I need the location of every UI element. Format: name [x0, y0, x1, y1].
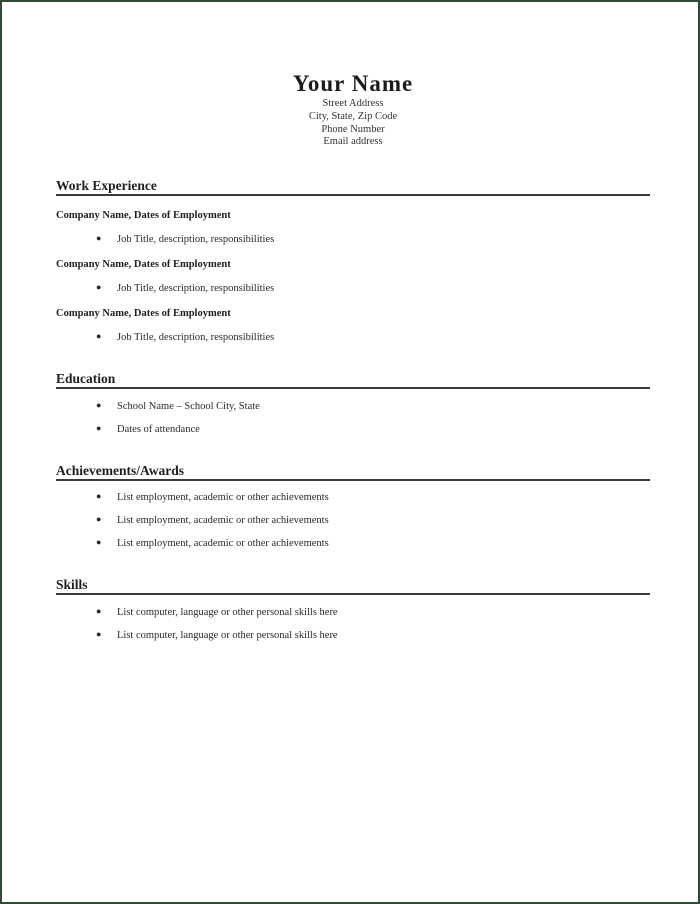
section-title-work-experience: Work Experience: [56, 178, 157, 193]
list-item: [96, 629, 338, 641]
company-heading: Company Name, Dates of Employment: [56, 308, 231, 319]
list-item-text: List employment, academic or other achievements: [117, 538, 329, 549]
list-item: [96, 537, 329, 549]
applicant-name: Your Name: [292, 71, 414, 96]
list-item-text: School Name – School City, State: [117, 401, 260, 412]
section-divider: [56, 194, 650, 196]
company-heading: Company Name, Dates of Employment: [56, 259, 231, 270]
company-heading: Company Name, Dates of Employment: [56, 210, 231, 221]
bullet-icon: ●: [96, 423, 102, 433]
list-item-text: List computer, language or other personal skills here: [117, 630, 338, 641]
bullet-icon: ●: [96, 514, 102, 524]
bullet-icon: ●: [96, 606, 102, 616]
list-item-text: Job Title, description, responsibilities: [117, 332, 275, 343]
bullet-icon: ●: [96, 537, 102, 547]
list-item: [96, 233, 274, 245]
section-title-achievements: Achievements/Awards: [56, 463, 184, 478]
list-item: [96, 423, 200, 435]
section-divider: [56, 387, 650, 389]
bullet-icon: ●: [96, 629, 102, 639]
city-state-zip: City, State, Zip Code: [308, 110, 398, 122]
list-item: [96, 282, 274, 294]
list-item-text: List computer, language or other personal skills here: [117, 607, 338, 618]
bullet-icon: ●: [96, 282, 102, 292]
bullet-icon: ●: [96, 400, 102, 410]
street-address: Street Address: [322, 98, 384, 109]
section-title-education: Education: [56, 371, 116, 386]
list-item-text: List employment, academic or other achievements: [117, 492, 329, 503]
list-item: [96, 514, 329, 526]
section-title-skills: Skills: [56, 577, 88, 592]
list-item: [96, 400, 260, 412]
phone-number: Phone Number: [321, 123, 385, 135]
list-item-text: List employment, academic or other achievements: [117, 515, 329, 526]
list-item: [96, 491, 329, 503]
list-item-text: Job Title, description, responsibilities: [117, 234, 275, 245]
list-item: [96, 331, 274, 343]
section-divider: [56, 479, 650, 481]
email-address: Email address: [323, 136, 383, 148]
section-divider: [56, 593, 650, 595]
resume-header: [56, 70, 650, 149]
bullet-icon: ●: [96, 331, 102, 341]
list-item-text: Job Title, description, responsibilities: [117, 283, 275, 294]
bullet-icon: ●: [96, 491, 102, 501]
list-item-text: Dates of attendance: [117, 424, 200, 435]
list-item: [96, 606, 338, 618]
bullet-icon: ●: [96, 233, 102, 243]
